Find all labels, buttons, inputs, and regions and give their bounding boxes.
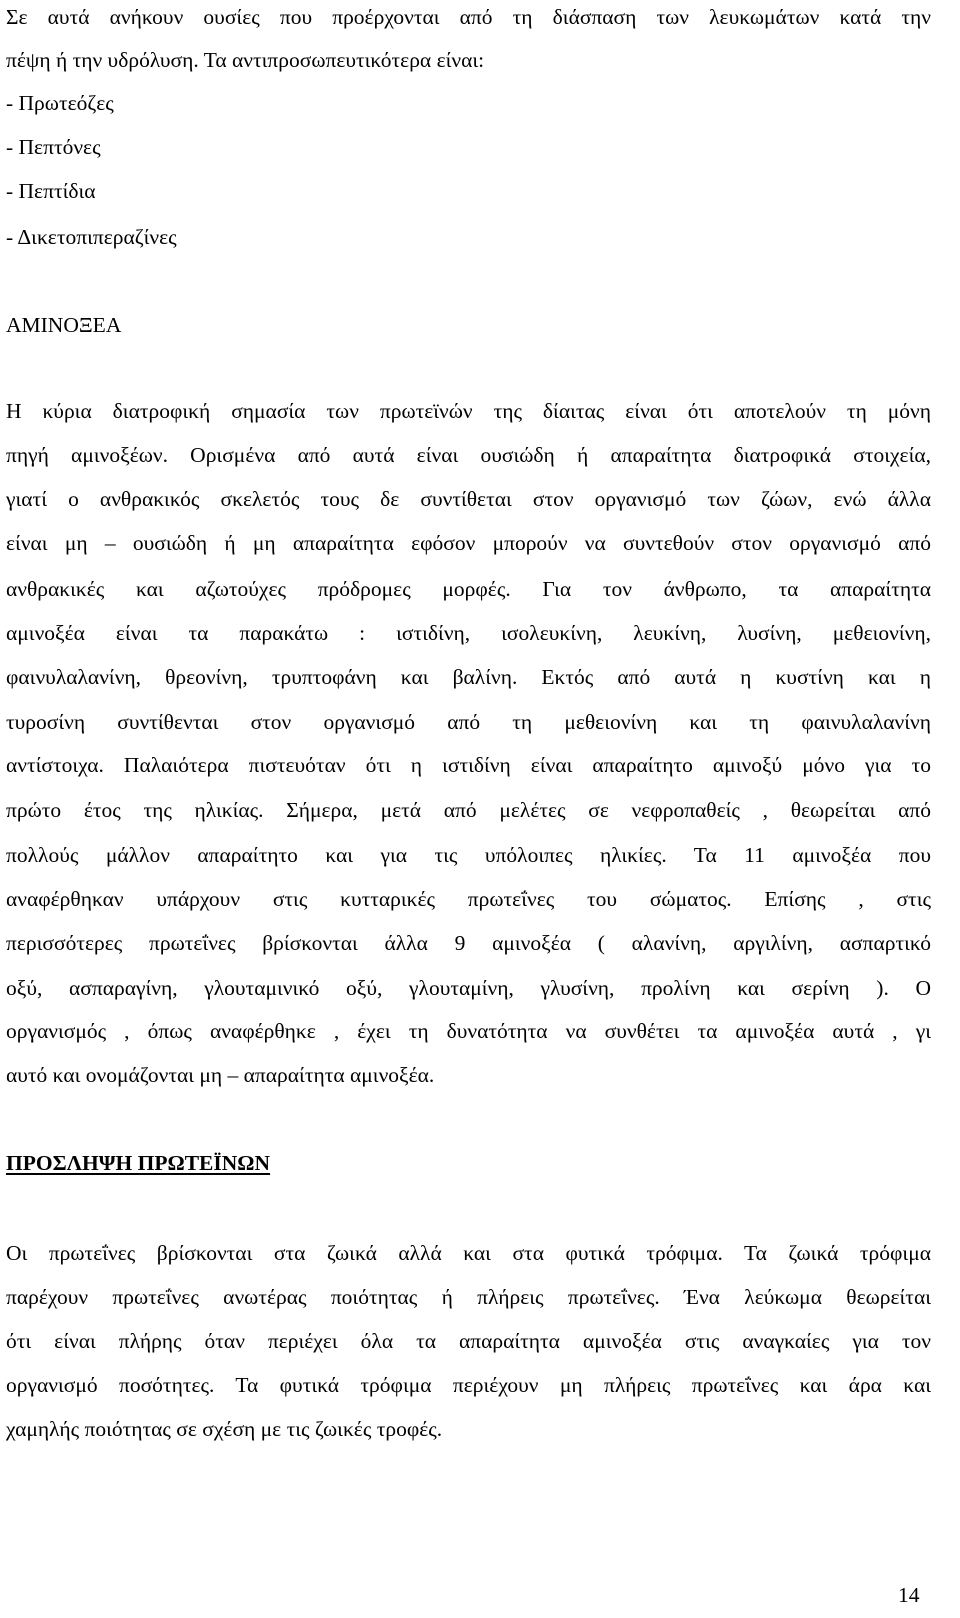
intro-line-2: πέψη ή την υδρόλυση. Τα αντιπροσωπευτικότερα είναι: (6, 48, 485, 72)
paragraph-line: πηγή αμινοξέων. Ορισμένα από αυτά είναι ουσιώδη ή απαραίτητα διατροφικά στοιχεία, (6, 443, 931, 467)
paragraph-line: οργανισμό ποσότητες. Τα φυτικά τρόφιμα περιέχουν μη πλήρεις πρωτεΐνες και άρα και (6, 1373, 931, 1397)
paragraph-line: παρέχουν πρωτεΐνες ανωτέρας ποιότητας ή πλήρεις πρωτεΐνες. Ένα λεύκωμα θεωρείται (6, 1285, 931, 1309)
section-heading-amino-acids: ΑΜΙΝΟΞΕΑ (6, 313, 122, 337)
paragraph-line: Οι πρωτεΐνες βρίσκονται στα ζωικά αλλά και στα φυτικά τρόφιμα. Τα ζωικά τρόφιμα (6, 1241, 931, 1265)
paragraph-line: αναφέρθηκαν υπάρχουν στις κυτταρικές πρωτεΐνες του σώματος. Επίσης , στις (6, 887, 931, 911)
paragraph-line: τυροσίνη συντίθενται στον οργανισμό από τη μεθειονίνη και τη φαινυλαλανίνη (6, 710, 931, 734)
paragraph-line: ανθρακικές και αζωτούχες πρόδρομες μορφές. Για τον άνθρωπο, τα απαραίτητα (6, 577, 931, 601)
paragraph-line: πρώτο έτος της ηλικίας. Σήμερα, μετά από μελέτες σε νεφροπαθείς , θεωρείται από (6, 798, 931, 822)
intro-line-1: Σε αυτά ανήκουν ουσίες που προέρχονται από τη διάσπαση των λευκωμάτων κατά την (6, 5, 931, 29)
paragraph-line: χαμηλής ποιότητας σε σχέση με τις ζωικές τροφές. (6, 1417, 443, 1441)
list-item: - Δικετοπιπεραζίνες (6, 225, 177, 249)
paragraph-line: οξύ, ασπαραγίνη, γλουταμινικό οξύ, γλουταμίνη, γλυσίνη, προλίνη και σερίνη ). Ο (6, 976, 931, 1000)
paragraph-line: περισσότερες πρωτεΐνες βρίσκονται άλλα 9 αμινοξέα ( αλανίνη, αργιλίνη, ασπαρτικό (6, 931, 931, 955)
page-number: 14 (898, 1583, 920, 1607)
list-item: - Πρωτεόζες (6, 91, 114, 115)
section-heading-protein-intake: ΠΡΟΣΛΗΨΗ ΠΡΩΤΕΪΝΩΝ (6, 1151, 271, 1175)
paragraph-line: Η κύρια διατροφική σημασία των πρωτεϊνών της δίαιτας είναι ότι αποτελούν τη μόνη (6, 399, 931, 423)
paragraph-line: οργανισμός , όπως αναφέρθηκε , έχει τη δυνατότητα να συνθέτει τα αμινοξέα αυτά , γι (6, 1019, 931, 1043)
paragraph-line: γιατί ο ανθρακικός σκελετός τους δε συντίθεται στον οργανισμό των ζώων, ενώ άλλα (6, 487, 931, 511)
paragraph-line: αντίστοιχα. Παλαιότερα πιστευόταν ότι η ιστιδίνη είναι απαραίτητο αμινοξύ μόνο για το (6, 753, 931, 777)
list-item: - Πεπτίδια (6, 179, 96, 203)
paragraph-line: φαινυλαλανίνη, θρεονίνη, τρυπτοφάνη και βαλίνη. Εκτός από αυτά η κυστίνη και η (6, 665, 931, 689)
paragraph-line: είναι μη – ουσιώδη ή μη απαραίτητα εφόσον μπορούν να συντεθούν στον οργανισμό από (6, 531, 931, 555)
paragraph-line: αμινοξέα είναι τα παρακάτω : ιστιδίνη, ισολευκίνη, λευκίνη, λυσίνη, μεθειονίνη, (6, 621, 931, 645)
paragraph-line: ότι είναι πλήρης όταν περιέχει όλα τα απαραίτητα αμινοξέα στις αναγκαίες για τον (6, 1329, 931, 1353)
list-item: - Πεπτόνες (6, 135, 101, 159)
paragraph-line: αυτό και ονομάζονται μη – απαραίτητα αμινοξέα. (6, 1063, 435, 1087)
paragraph-line: πολλούς μάλλον απαραίτητο και για τις υπόλοιπες ηλικίες. Τα 11 αμινοξέα που (6, 843, 931, 867)
